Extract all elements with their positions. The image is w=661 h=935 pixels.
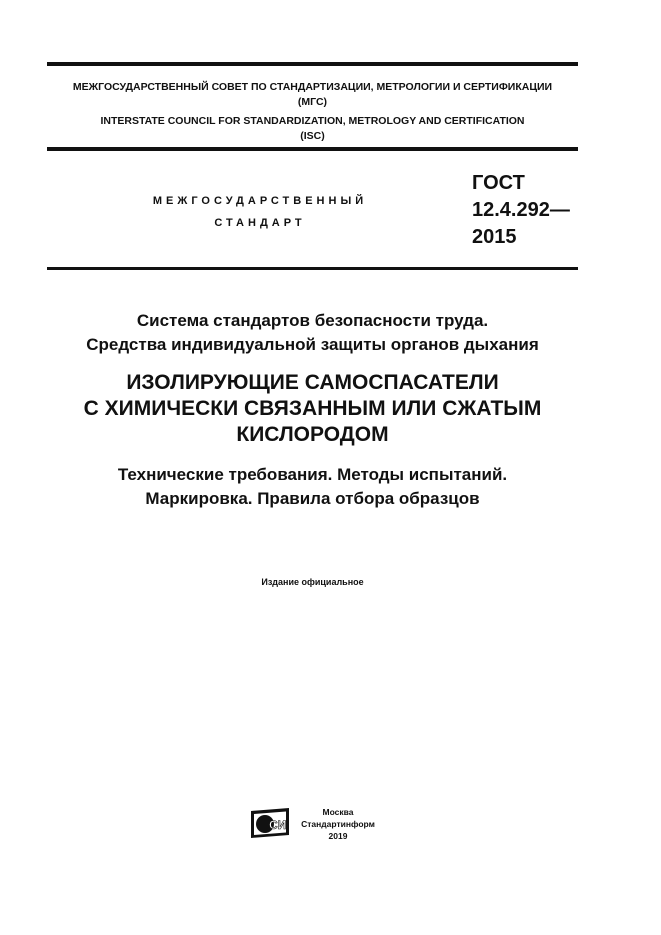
publisher-city: Москва [322, 807, 354, 817]
main-title [47, 370, 578, 448]
council-en: INTERSTATE COUNCIL FOR STANDARDIZATION, METROLOGY AND CERTIFICATION [100, 115, 525, 127]
series-title-1: Система стандартов безопасности труда. [136, 311, 489, 330]
svg-text:СИ: СИ [269, 818, 287, 832]
council-ru-abbr: (МГС) [297, 96, 328, 108]
top-rule [47, 62, 578, 66]
gost-number: 12.4.292— [472, 199, 570, 221]
standard-type-line2: СТАНДАРТ [214, 217, 306, 229]
series-title [47, 309, 578, 357]
gost-prefix: ГОСТ [472, 172, 525, 194]
main-title-3: КИСЛОРОДОМ [236, 423, 389, 446]
main-title-1: ИЗОЛИРУЮЩИЕ САМОСПАСАТЕЛИ [126, 371, 499, 394]
gost-year: 2015 [472, 226, 517, 248]
subtitle-1: Технические требования. Методы испытаний. [117, 465, 508, 484]
subtitle-2: Маркировка. Правила отбора образцов [145, 489, 480, 508]
gost-designation [472, 170, 570, 251]
council-ru: МЕЖГОСУДАРСТВЕННЫЙ СОВЕТ ПО СТАНДАРТИЗАЦИИ, МЕТРОЛОГИИ И СЕРТИФИКАЦИИ [72, 81, 553, 93]
standard-type-line1: МЕЖГОСУДАРСТВЕННЫЙ [152, 195, 368, 207]
standartinform-logo-icon [249, 807, 291, 839]
council-block [47, 80, 578, 144]
series-title-2: Средства индивидуальной защиты органов дыхания [86, 335, 539, 354]
standard-type [120, 190, 400, 234]
council-en-abbr: (ISC) [300, 130, 325, 142]
middle-rule [47, 147, 578, 151]
edition-label: Издание официальное [261, 577, 364, 587]
publisher-name: Стандартинформ [301, 819, 375, 829]
subtitle [47, 463, 578, 511]
publisher-block [296, 806, 380, 842]
publisher-year: 2019 [328, 831, 348, 841]
lower-rule [47, 267, 578, 270]
main-title-2: С ХИМИЧЕСКИ СВЯЗАННЫМ ИЛИ СЖАТЫМ [83, 397, 542, 420]
